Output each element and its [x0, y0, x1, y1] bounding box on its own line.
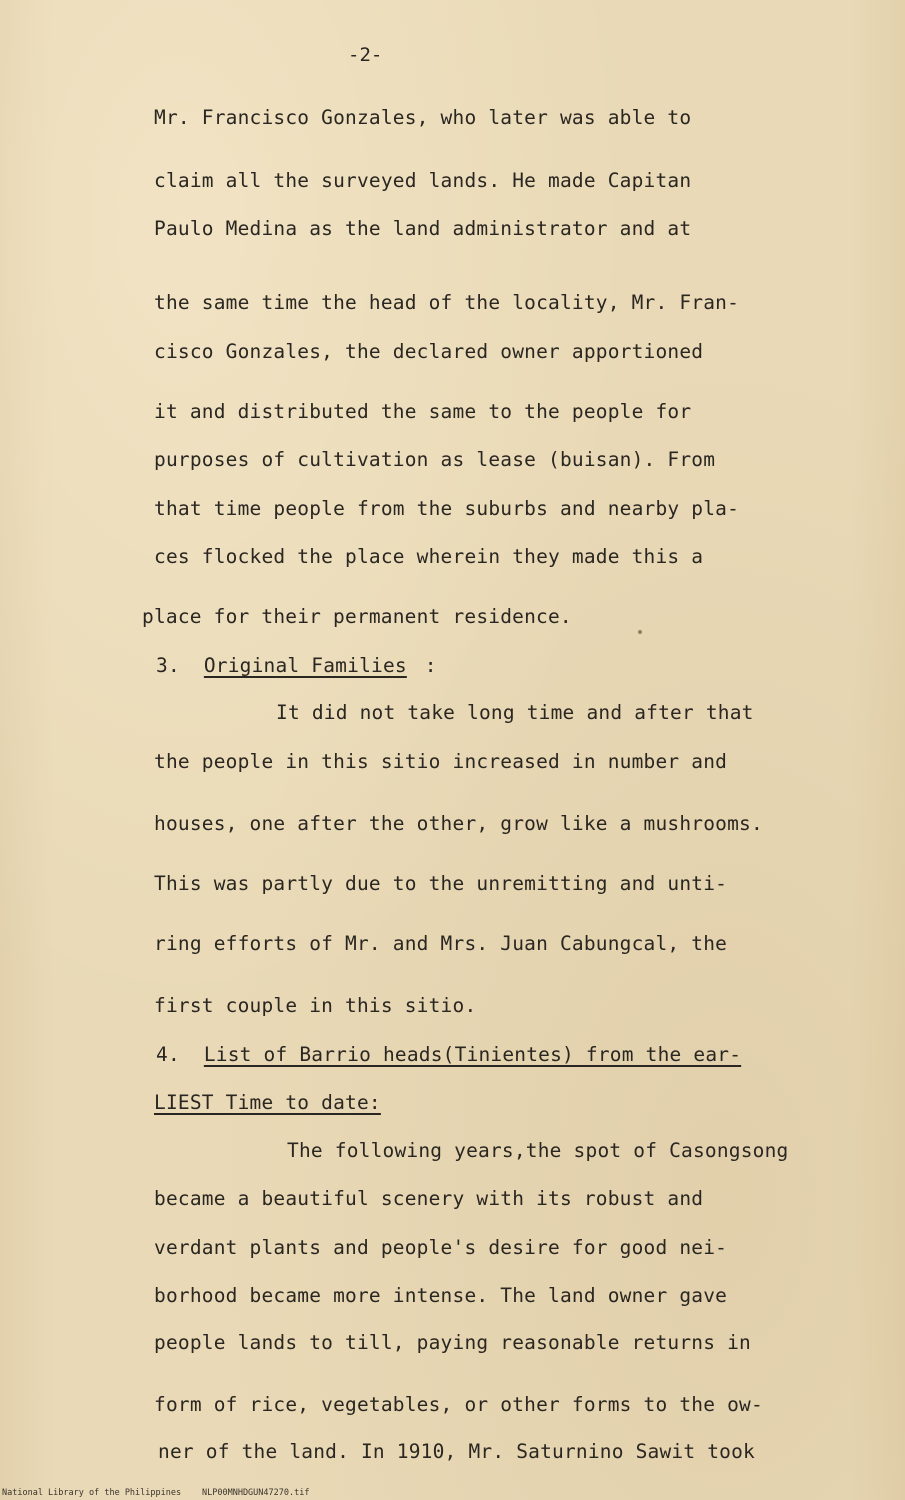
text-line: became a beautiful scenery with its robust and — [154, 1187, 704, 1210]
text-line: Mr. Francisco Gonzales, who later was able to — [154, 106, 692, 129]
text-line: Paulo Medina as the land administrator and at — [154, 217, 692, 240]
section-title: Original Families — [203, 654, 407, 677]
section-title: List of Barrio heads(Tinientes) from the ear- — [203, 1043, 742, 1066]
text-line: ner of the land. In 1910, Mr. Saturnino Sawit took — [158, 1440, 755, 1463]
text-line: that time people from the suburbs and nearby pla- — [154, 497, 740, 520]
section-title-continued: LIEST Time to date: — [154, 1091, 381, 1114]
section-heading-3 — [156, 654, 437, 678]
text-line: This was partly due to the unremitting and unti- — [154, 872, 728, 895]
section-number: 3. — [156, 654, 180, 677]
page-number: -2- — [348, 44, 383, 66]
text-line: houses, one after the other, grow like a mushrooms. — [154, 812, 763, 835]
footer-filename: NLP00MNHDGUN47270.tif — [202, 1488, 310, 1498]
text-line: cisco Gonzales, the declared owner apportioned — [154, 340, 704, 363]
text-line: purposes of cultivation as lease (buisan). From — [154, 448, 716, 471]
text-line: place for their permanent residence. — [142, 605, 572, 628]
section-heading-4-continued — [154, 1091, 381, 1115]
text-line: form of rice, vegetables, or other forms to the ow- — [154, 1393, 763, 1416]
text-line: The following years,the spot of Casongsong — [287, 1139, 789, 1162]
text-line: first couple in this sitio. — [154, 994, 477, 1017]
footer-source: National Library of the Philippines — [2, 1488, 182, 1498]
text-line: it and distributed the same to the people for — [154, 400, 692, 423]
text-line: ces flocked the place wherein they made this a — [154, 545, 704, 568]
text-line: ring efforts of Mr. and Mrs. Juan Cabungcal, the — [154, 932, 728, 955]
text-line: It did not take long time and after that — [276, 701, 754, 724]
scan-footer — [0, 1486, 905, 1500]
text-line: verdant plants and people's desire for good nei- — [154, 1236, 728, 1259]
section-heading-4 — [156, 1043, 741, 1067]
ink-speck — [638, 630, 642, 634]
section-number: 4. — [156, 1043, 180, 1066]
text-line: borhood became more intense. The land owner gave — [154, 1284, 728, 1307]
text-line: the people in this sitio increased in number and — [154, 750, 728, 773]
text-line: claim all the surveyed lands. He made Capitan — [154, 169, 692, 192]
text-line: people lands to till, paying reasonable returns in — [154, 1331, 751, 1354]
text-line: the same time the head of the locality, Mr. Fran- — [154, 291, 740, 314]
section-colon: : — [424, 654, 437, 677]
